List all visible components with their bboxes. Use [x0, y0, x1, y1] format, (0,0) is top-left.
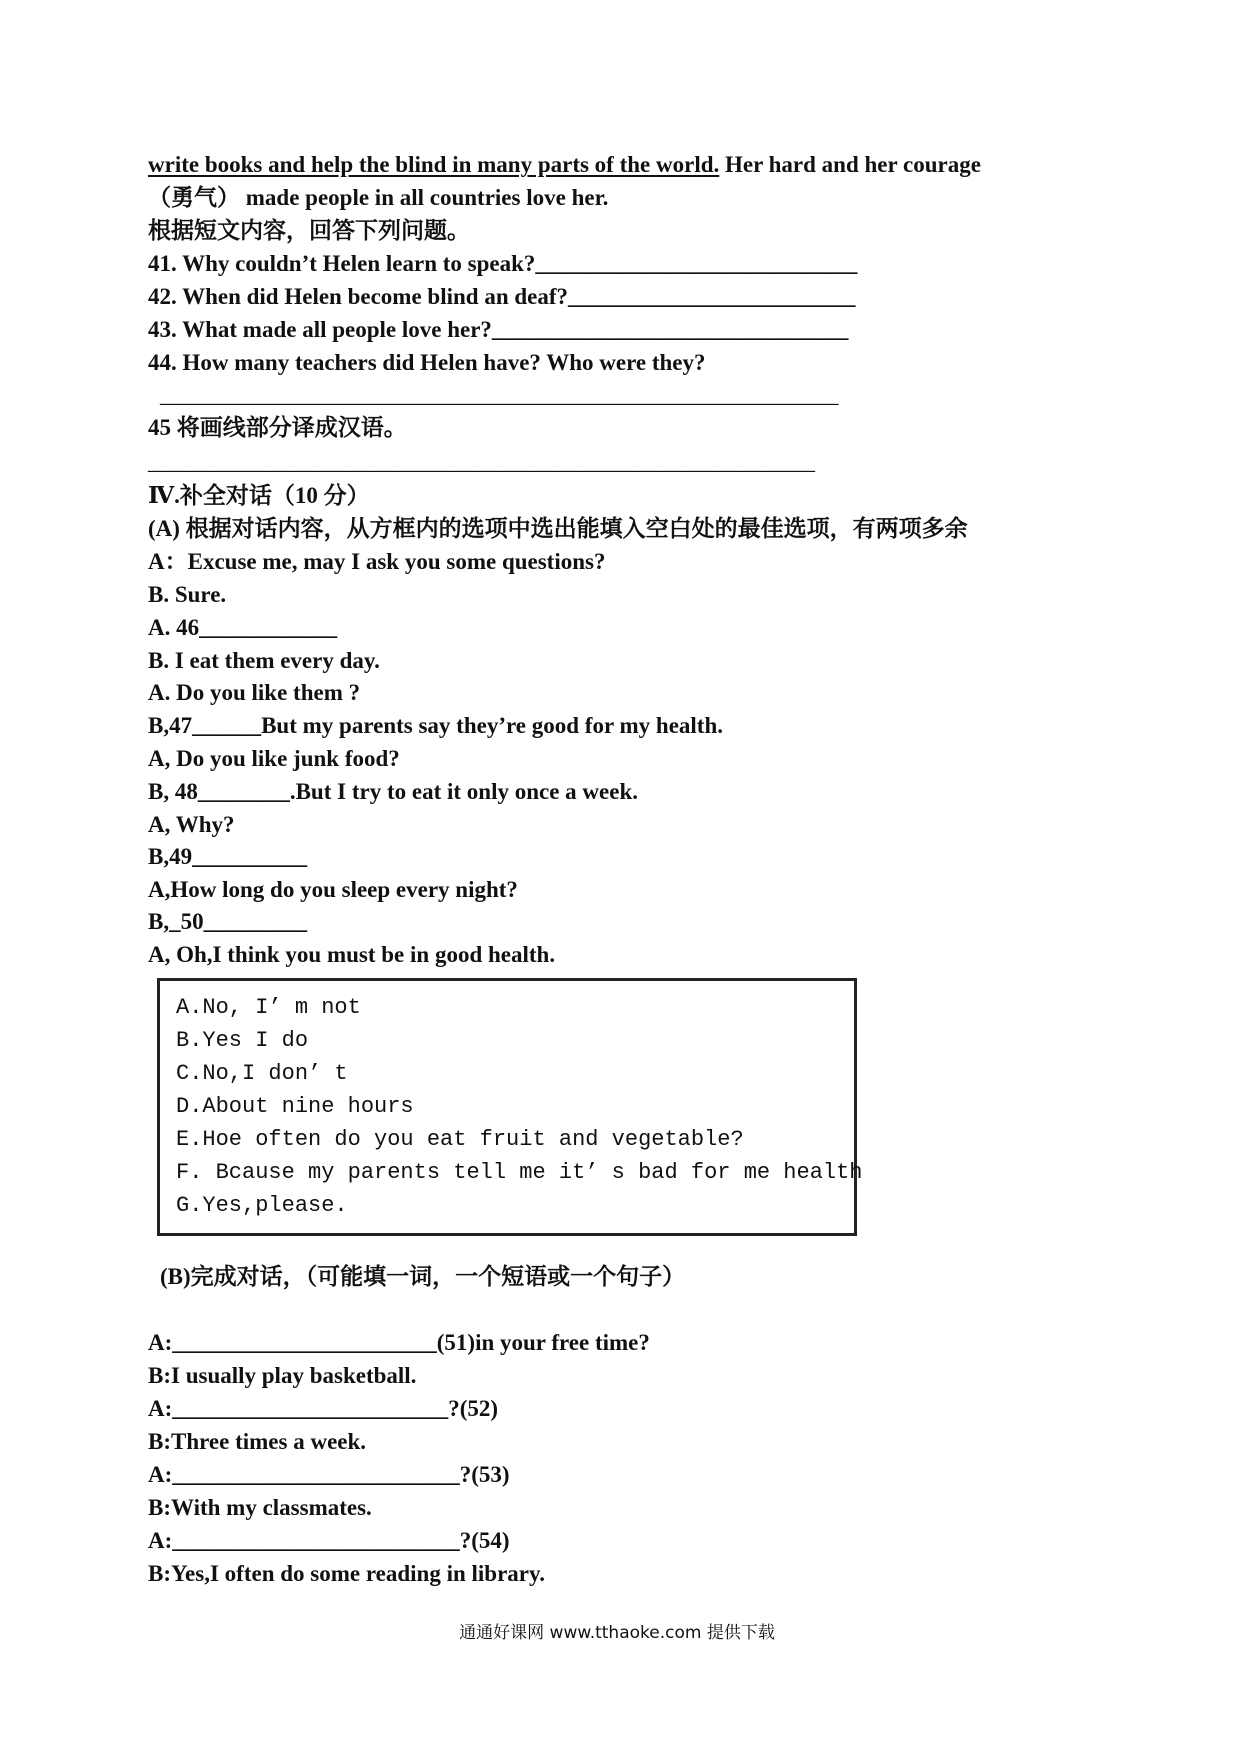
- question-42: 42. When did Helen become blind an deaf?_________________________: [148, 284, 856, 309]
- question-45: 45 将画线部分译成汉语。: [148, 415, 407, 440]
- passage-line-1: [148, 150, 981, 180]
- question-43: 43. What made all people love her?_______________________________: [148, 317, 849, 342]
- questions-instruction: 根据短文内容，回答下列问题。: [148, 218, 470, 243]
- option-f: F. Bcause my parents tell me it’ s bad for me health: [176, 1160, 863, 1185]
- dialogue-b-line: A:_________________________?(54): [148, 1528, 510, 1553]
- option-b: B.Yes I do: [176, 1028, 309, 1053]
- passage-line-1-rest: Her hard and her courage: [719, 152, 981, 177]
- dialogue-a-line: A：Excuse me, may I ask you some questions?: [148, 549, 606, 574]
- part-a-instruction: (A) 根据对话内容，从方框内的选项中选出能填入空白处的最佳选项，有两项多余: [148, 516, 968, 541]
- question-44-answer-line: ___________________________________________________________: [160, 382, 839, 407]
- dialogue-a-line: A. Do you like them ?: [148, 680, 361, 705]
- dialogue-a-line: B,47______But my parents say they’re good for my health.: [148, 713, 723, 738]
- dialogue-a-line: B. I eat them every day.: [148, 648, 380, 673]
- part-b-instruction: (B)完成对话，（可能填一词，一个短语或一个句子）: [160, 1264, 686, 1289]
- dialogue-a-line: A,How long do you sleep every night?: [148, 877, 518, 902]
- question-41: 41. Why couldn’t Helen learn to speak?____________________________: [148, 251, 858, 276]
- option-d: D.About nine hours: [176, 1094, 414, 1119]
- dialogue-a-line: B,49__________: [148, 844, 308, 869]
- dialogue-a-line: B. Sure.: [148, 582, 227, 607]
- dialogue-b-line: A:_________________________?(53): [148, 1462, 510, 1487]
- underlined-sentence: write books and help the blind in many parts of the world.: [148, 152, 720, 177]
- question-44: 44. How many teachers did Helen have? Who were they?: [148, 350, 706, 375]
- dialogue-a-line: A, Why?: [148, 812, 235, 837]
- dialogue-b-line: B:I usually play basketball.: [148, 1363, 417, 1388]
- dialogue-a-line: A. 46____________: [148, 615, 338, 640]
- option-a: A.No, I’ m not: [176, 995, 361, 1020]
- dialogue-b-line: A:_______________________(51)in your free time?: [148, 1330, 650, 1355]
- section-4-title: Ⅳ.补全对话（10 分）: [148, 483, 370, 508]
- option-e: E.Hoe often do you eat fruit and vegetable?: [176, 1127, 744, 1152]
- dialogue-b-line: A:________________________?(52): [148, 1396, 499, 1421]
- dialogue-b-line: B:Yes,I often do some reading in library.: [148, 1561, 545, 1586]
- dialogue-a-line: B, 48________.But I try to eat it only once a week.: [148, 779, 638, 804]
- dialogue-a-line: B,_50_________: [148, 909, 308, 934]
- option-c: C.No,I don’ t: [176, 1061, 348, 1086]
- passage-line-2: （勇气） made people in all countries love her.: [148, 185, 609, 210]
- option-g: G.Yes,please.: [176, 1193, 348, 1218]
- dialogue-a-line: A, Oh,I think you must be in good health.: [148, 942, 556, 967]
- dialogue-a-line: A, Do you like junk food?: [148, 746, 400, 771]
- dialogue-b-line: B:With my classmates.: [148, 1495, 372, 1520]
- page-footer: 通通好课网 www.tthaoke.com 提供下载: [459, 1623, 775, 1643]
- question-45-answer-line: __________________________________________________________: [148, 449, 815, 474]
- options-box: [157, 978, 863, 1236]
- dialogue-b-line: B:Three times a week.: [148, 1429, 367, 1454]
